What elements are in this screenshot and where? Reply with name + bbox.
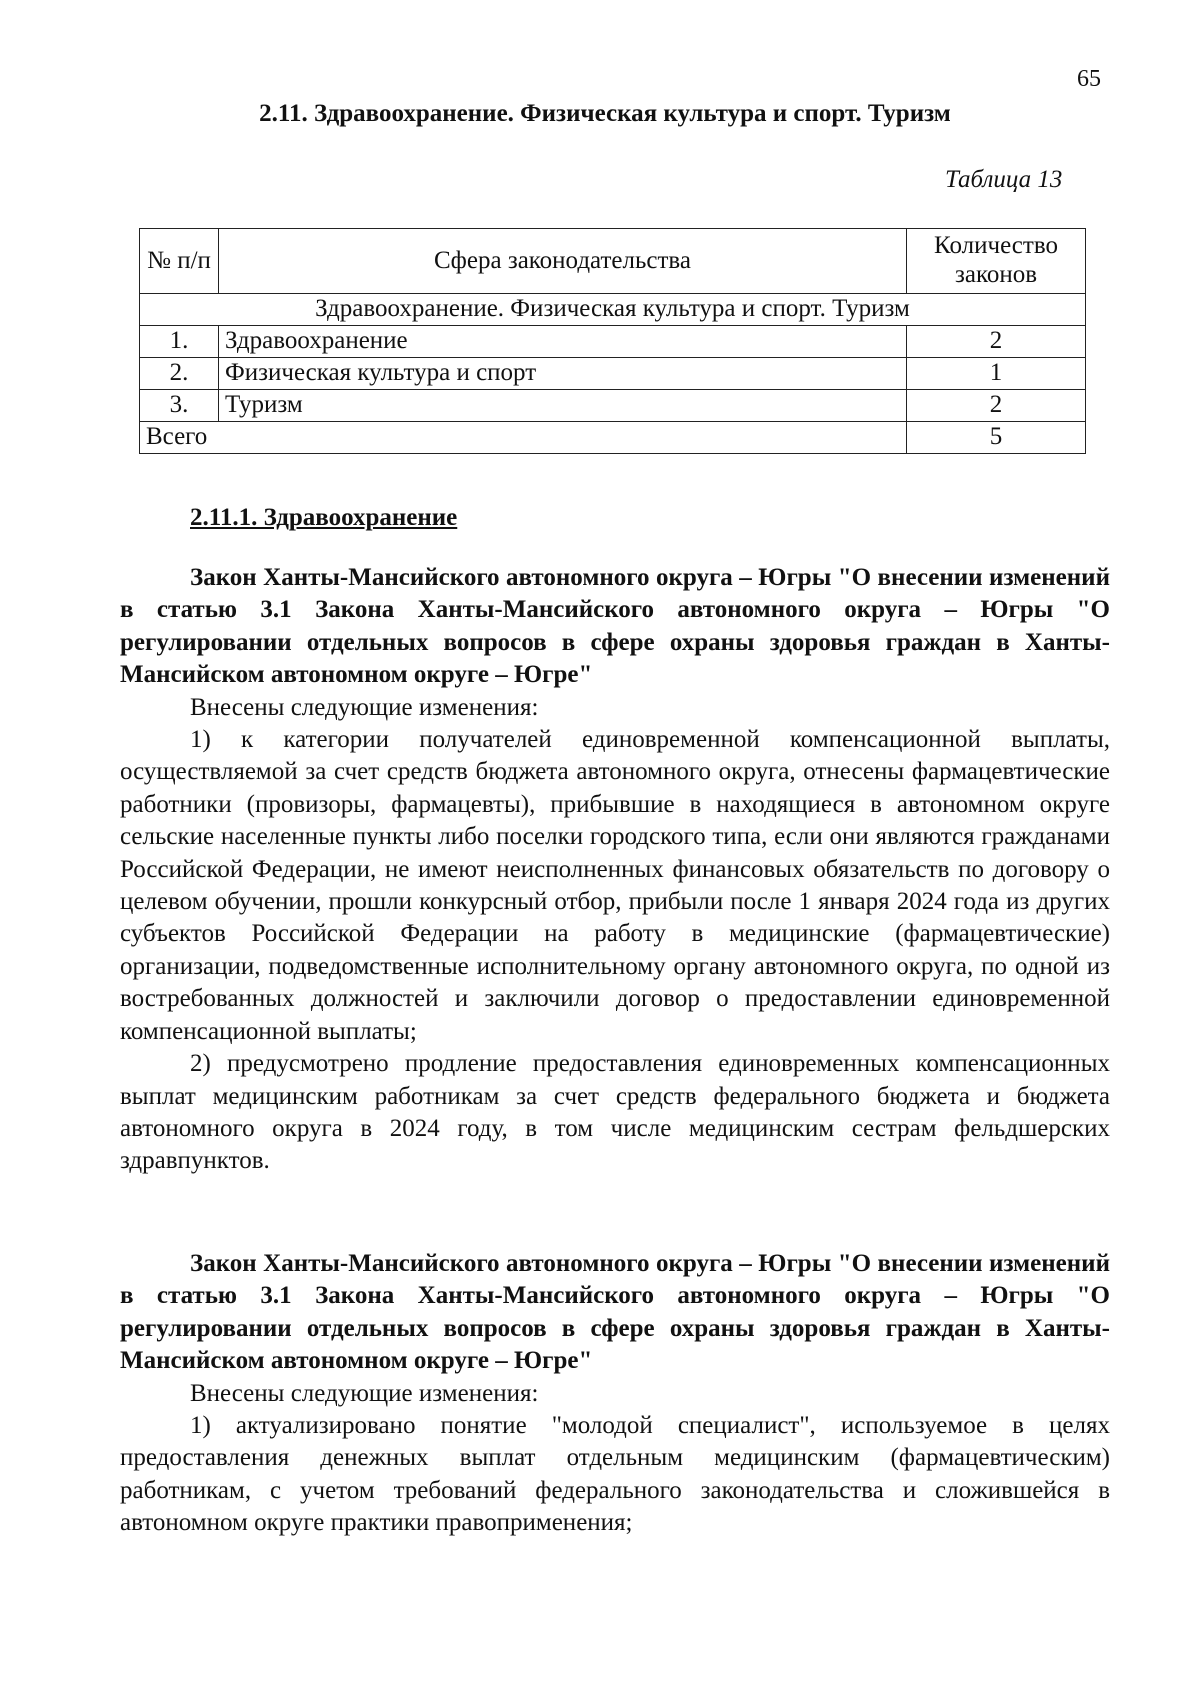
table-total-row	[140, 422, 1086, 454]
subsection-title: 2.11.1. Здравоохранение	[190, 504, 458, 531]
row-count: 1	[907, 358, 1086, 390]
law-item: 2) предусмотрено продление предоставления единовременных компенсационных выплат медицинским работникам за счет средств федерального бюджета и бюджета автономного округа в 2024 году, в том числе медицинским сестрам фельдшерских здравпунктов.	[120, 1050, 1110, 1175]
law-intro: Внесены следующие изменения:	[190, 693, 539, 721]
table-row	[140, 358, 1086, 390]
row-sphere: Здравоохранение	[219, 326, 907, 358]
law-item: 1) актуализировано понятие "молодой специалист", используемое в целях предоставления денежных выплат отдельным медицинским (фармацевтическим) работникам, с учетом требований федерального законодательства и сложившейся в автономном округе практики правоприменения;	[120, 1412, 1110, 1537]
row-number: 1.	[140, 326, 219, 358]
table-row	[140, 326, 1086, 358]
group-label: Здравоохранение. Физическая культура и спорт. Туризм	[140, 294, 1086, 326]
row-sphere: Туризм	[219, 390, 907, 422]
table-caption: Таблица 13	[945, 166, 1063, 193]
law-title: Закон Ханты-Мансийского автономного округа – Югры "О внесении изменений в статью 3.1 Закона Ханты-Мансийского автономного округа – Югры "О регулировании отдельных вопросов в сфере охраны здоровья граждан в Ханты-Мансийском автономном округе – Югре"	[120, 564, 1110, 689]
table-row	[140, 390, 1086, 422]
total-count: 5	[907, 422, 1086, 454]
law-block-2	[120, 1248, 1110, 1540]
row-sphere: Физическая культура и спорт	[219, 358, 907, 390]
section-title: 2.11. Здравоохранение. Физическая культура и спорт. Туризм	[259, 100, 951, 127]
law-item: 1) к категории получателей единовременной компенсационной выплаты, осуществляемой за счет средств бюджета автономного округа, отнесены фармацевтические работники (провизоры, фармацевты), прибывшие в находящиеся в автономном округе сельские населенные пункты либо поселки городского типа, если они являются гражданами Российской Федерации, не имеют неисполненных финансовых обязательств по договору о целевом обучении, прошли конкурсный отбор, прибыли после 1 января 2024 года из других субъектов Российской Федерации на работу в медицинские (фармацевтические) организации, подведомственные исполнительному органу автономного округа, по одной из востребованных должностей и заключили договор о предоставлении единовременной компенсационной выплаты;	[120, 726, 1110, 1045]
laws-count-table	[139, 228, 1086, 454]
page-number: 65	[1077, 66, 1101, 92]
law-intro: Внесены следующие изменения:	[190, 1379, 539, 1407]
total-label: Всего	[140, 422, 907, 454]
header-number: № п/п	[140, 229, 219, 294]
row-number: 2.	[140, 358, 219, 390]
header-sphere: Сфера законодательства	[219, 229, 907, 294]
row-count: 2	[907, 326, 1086, 358]
law-title: Закон Ханты-Мансийского автономного округа – Югры "О внесении изменений в статью 3.1 Закона Ханты-Мансийского автономного округа – Югры "О регулировании отдельных вопросов в сфере охраны здоровья граждан в Ханты-Мансийском автономном округе – Югре"	[120, 1250, 1110, 1375]
table-header-row	[140, 229, 1086, 294]
row-number: 3.	[140, 390, 219, 422]
law-block-1	[120, 562, 1110, 1178]
table-group-row	[140, 294, 1086, 326]
header-count: Количество законов	[907, 229, 1086, 294]
row-count: 2	[907, 390, 1086, 422]
